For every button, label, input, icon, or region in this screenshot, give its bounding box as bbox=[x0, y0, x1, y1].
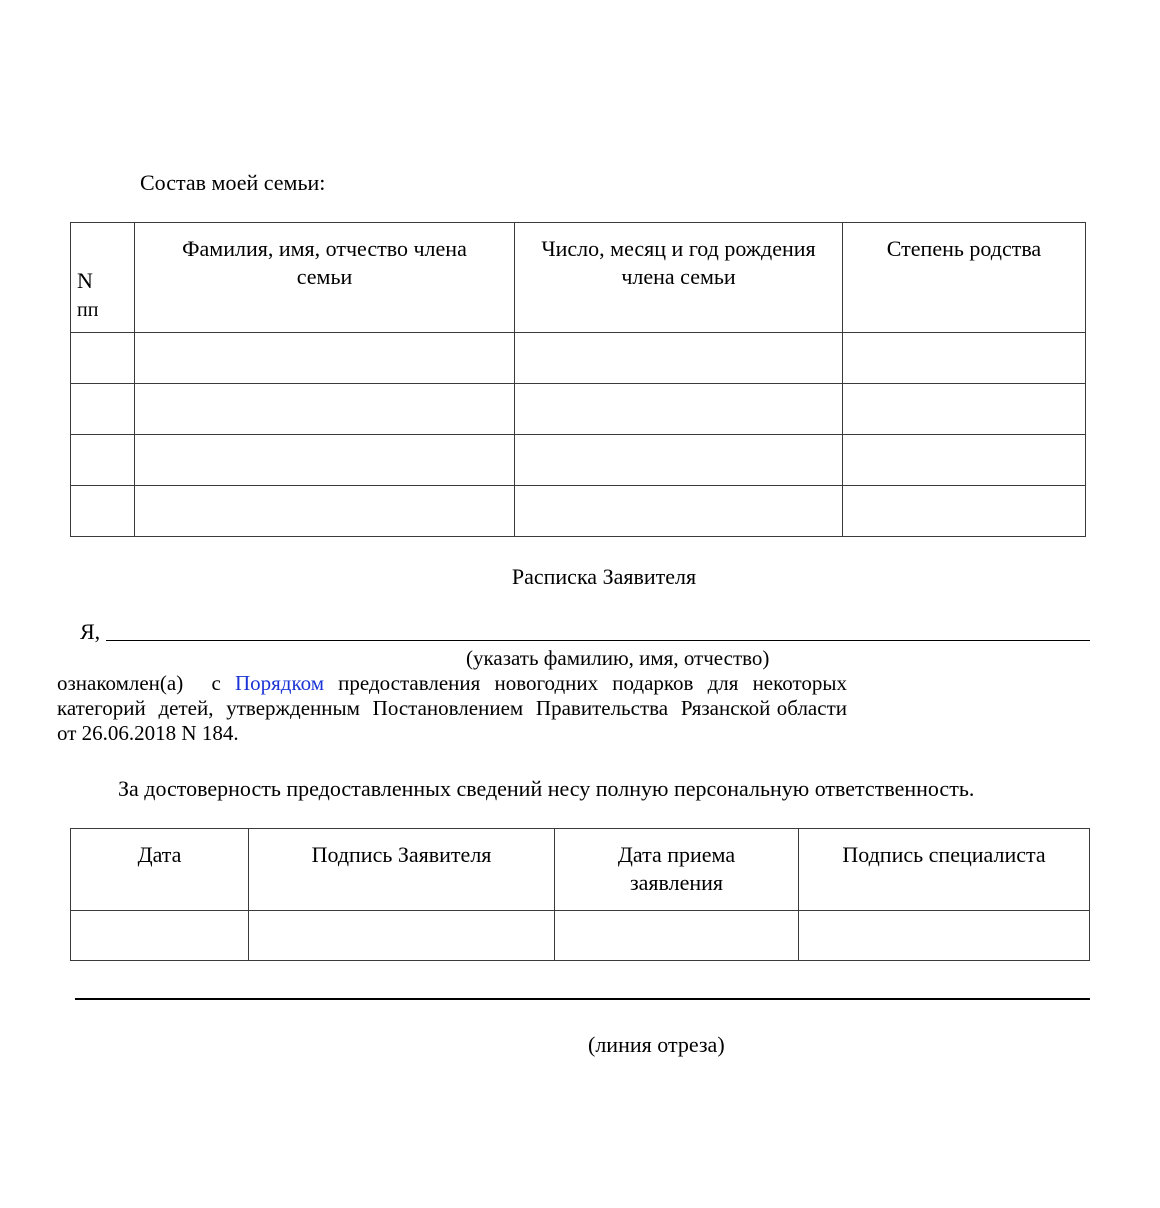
table-row bbox=[71, 333, 1086, 384]
table-row bbox=[71, 384, 1086, 435]
header-birth-date: Число, месяц и год рождения члена семьи bbox=[515, 223, 843, 333]
cell-specialist-signature[interactable] bbox=[799, 911, 1090, 961]
cell-birth-date[interactable] bbox=[515, 486, 843, 537]
header-relation: Степень родства bbox=[843, 223, 1086, 333]
header-full-name: Фамилия, имя, отчество члена семьи bbox=[135, 223, 515, 333]
header-receipt-date: Дата приема заявления bbox=[555, 829, 799, 911]
cell-number[interactable] bbox=[71, 333, 135, 384]
header-specialist-signature: Подпись специалиста bbox=[799, 829, 1090, 911]
cell-applicant-signature[interactable] bbox=[249, 911, 555, 961]
cell-relation[interactable] bbox=[843, 486, 1086, 537]
cell-date[interactable] bbox=[71, 911, 249, 961]
acknowledgement-text-end: предоставления новогодних подарков для некоторых категорий детей, утвержденным Постановлением Правительства Рязанской области от 26.06.2018 N 184. bbox=[57, 671, 853, 745]
cell-relation[interactable] bbox=[843, 435, 1086, 486]
family-table-header-row bbox=[71, 223, 1086, 333]
header-number bbox=[71, 223, 135, 333]
cell-relation[interactable] bbox=[843, 333, 1086, 384]
header-applicant-signature: Подпись Заявителя bbox=[249, 829, 555, 911]
family-section-title: Состав моей семьи: bbox=[140, 170, 326, 195]
responsibility-statement: За достоверность предоставленных сведений несу полную персональную ответственность. bbox=[118, 776, 975, 801]
full-name-field[interactable] bbox=[106, 640, 1090, 641]
cell-receipt-date[interactable] bbox=[555, 911, 799, 961]
cell-relation[interactable] bbox=[843, 384, 1086, 435]
cut-line bbox=[75, 998, 1090, 1000]
cell-birth-date[interactable] bbox=[515, 384, 843, 435]
cell-number[interactable] bbox=[71, 486, 135, 537]
receipt-title: Расписка Заявителя bbox=[511, 564, 697, 589]
cell-number[interactable] bbox=[71, 435, 135, 486]
signature-table bbox=[70, 828, 1090, 961]
cell-birth-date[interactable] bbox=[515, 333, 843, 384]
cell-full-name[interactable] bbox=[135, 435, 515, 486]
family-table bbox=[70, 222, 1086, 537]
acknowledgement-text-start: ознакомлен(а) с bbox=[57, 671, 235, 695]
cell-number[interactable] bbox=[71, 384, 135, 435]
cell-full-name[interactable] bbox=[135, 333, 515, 384]
signature-table-header-row bbox=[71, 829, 1090, 911]
table-row bbox=[71, 435, 1086, 486]
acknowledgement-paragraph bbox=[57, 671, 853, 746]
full-name-hint: (указать фамилию, имя, отчество) bbox=[466, 646, 770, 670]
cell-birth-date[interactable] bbox=[515, 435, 843, 486]
table-row bbox=[71, 911, 1090, 961]
header-date: Дата bbox=[71, 829, 249, 911]
cell-full-name[interactable] bbox=[135, 384, 515, 435]
table-row bbox=[71, 486, 1086, 537]
header-number-line1: N bbox=[77, 268, 93, 293]
procedure-link[interactable]: Порядком bbox=[234, 671, 325, 695]
header-number-line2: пп bbox=[77, 299, 99, 321]
receipt-prefix: Я, bbox=[80, 619, 101, 644]
cut-line-label: (линия отреза) bbox=[588, 1032, 725, 1057]
cell-full-name[interactable] bbox=[135, 486, 515, 537]
